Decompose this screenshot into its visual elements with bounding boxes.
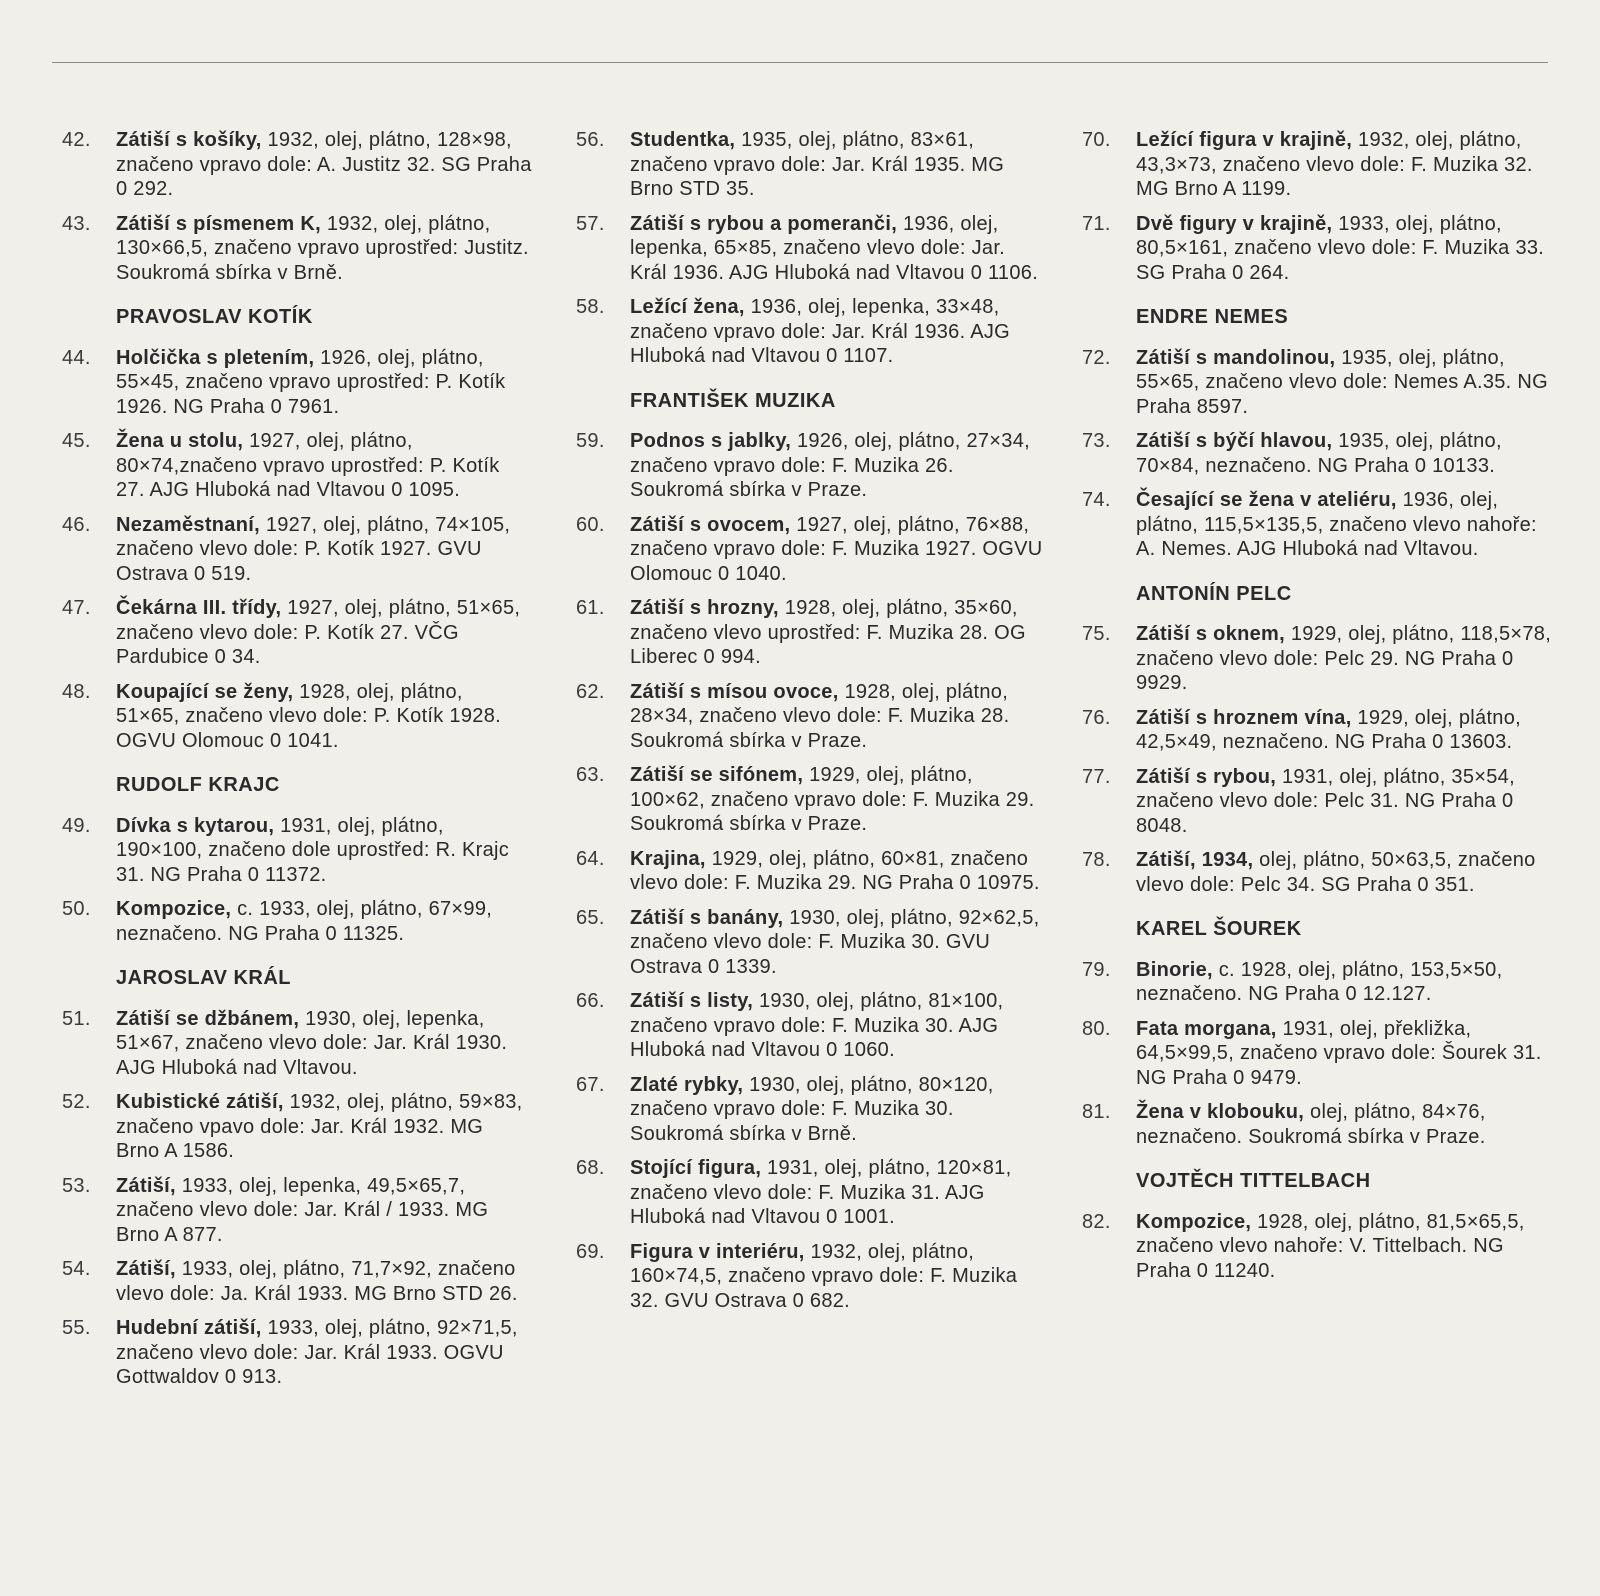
artwork-details: 1929, olej, plátno, 42,5×49, neznačeno. NG Praha 0 13603. bbox=[1136, 706, 1522, 753]
entry-description bbox=[1136, 212, 1552, 286]
entry-description bbox=[1136, 1017, 1552, 1091]
entry-description bbox=[116, 346, 532, 420]
artwork-details: 1927, olej, plátno, 74×105, značeno vlevo dole: P. Kotík 1927. GVU Ostrava 0 519. bbox=[116, 513, 511, 585]
entry-description bbox=[630, 596, 1046, 670]
catalog-entry bbox=[576, 1240, 1046, 1314]
artist-heading: KAREL ŠOUREK bbox=[1136, 918, 1302, 940]
catalog-entry bbox=[62, 814, 532, 888]
catalog-entry bbox=[1082, 1100, 1552, 1149]
artwork-title: Studentka, bbox=[630, 129, 736, 151]
artwork-details: 1935, olej, plátno, 83×61, značeno vpravo dole: Jar. Král 1935. MG Brno STD 35. bbox=[630, 129, 1005, 200]
entry-number: 75. bbox=[1082, 623, 1111, 645]
artwork-details: 1932, olej, plátno, 130×66,5, značeno vpravo uprostřed: Justitz. Soukromá sbírka v Brně. bbox=[116, 212, 529, 284]
entry-number: 77. bbox=[1082, 765, 1111, 788]
catalog-entry bbox=[1082, 346, 1552, 420]
artwork-title: Žena u stolu, bbox=[116, 430, 244, 452]
artwork-title: Zátiší s ovocem, bbox=[630, 513, 791, 536]
artwork-details: 1931, olej, překližka, 64,5×99,5, značeno vpravo dole: Šourek 31. NG Praha 0 9479. bbox=[1136, 1017, 1542, 1089]
artwork-details: 1928, olej, plátno, 35×60, značeno vlevo uprostřed: F. Muzika 28. OG Liberec 0 994. bbox=[630, 597, 1026, 668]
catalog-entry bbox=[576, 847, 1046, 896]
entry-number: 64. bbox=[576, 847, 605, 870]
artwork-details: 1929, olej, plátno, 60×81, značeno vlevo dole: F. Muzika 29. NG Praha 0 10975. bbox=[630, 847, 1040, 894]
artwork-details: 1930, olej, lepenka, 51×67, značeno vlevo dole: Jar. Král 1930. AJG Hluboká nad Vltavou. bbox=[116, 1007, 508, 1079]
artwork-details: 1936, olej, lepenka, 65×85, značeno vlevo dole: Jar. Král 1936. AJG Hluboká nad Vltavou 0 1106. bbox=[630, 212, 1039, 284]
artwork-title: Česající se žena v ateliéru, bbox=[1136, 489, 1397, 511]
artwork-details: 1931, olej, plátno, 120×81, značeno vlevo dole: F. Muzika 31. AJG Hluboká nad Vltavou 0 1001. bbox=[630, 1157, 1012, 1228]
entry-description bbox=[630, 212, 1046, 286]
entry-description bbox=[630, 680, 1046, 754]
artwork-details: 1932, olej, plátno, 160×74,5, značeno vpravo dole: F. Muzika 32. GVU Ostrava 0 682. bbox=[630, 1240, 1018, 1312]
catalog-column-3 bbox=[1082, 128, 1552, 1293]
top-rule bbox=[52, 62, 1548, 63]
artwork-details: 1933, olej, lepenka, 49,5×65,7, značeno vlevo dole: Jar. Král / 1933. MG Brno A 877. bbox=[116, 1174, 489, 1246]
entry-number: 80. bbox=[1082, 1017, 1111, 1040]
artwork-details: 1928, olej, plátno, 51×65, značeno vlevo dole: P. Kotík 1928. OGVU Olomouc 0 1041. bbox=[116, 680, 501, 752]
artwork-details: 1935, olej, plátno, 70×84, neznačeno. NG Praha 0 10133. bbox=[1136, 430, 1502, 477]
entry-description bbox=[630, 906, 1046, 980]
artwork-title: Figura v interiéru, bbox=[630, 1240, 805, 1263]
artwork-title: Zátiší s hrozny, bbox=[630, 597, 779, 619]
entry-number: 68. bbox=[576, 1157, 605, 1179]
entry-number: 78. bbox=[1082, 849, 1111, 871]
artwork-title: Zlaté rybky, bbox=[630, 1073, 744, 1096]
catalog-entry bbox=[576, 763, 1046, 837]
entry-number: 61. bbox=[576, 597, 605, 619]
catalog-entry bbox=[1082, 706, 1552, 755]
catalog-entry bbox=[62, 1316, 532, 1390]
artwork-details: 1932, olej, plátno, 43,3×73, značeno vlevo dole: F. Muzika 32. MG Brno A 1199. bbox=[1136, 129, 1533, 200]
catalog-entry bbox=[576, 989, 1046, 1063]
entry-description bbox=[630, 513, 1046, 587]
artwork-details: 1929, olej, plátno, 100×62, značeno vpravo dole: F. Muzika 29. Soukromá sbírka v Praze. bbox=[630, 764, 1035, 835]
artwork-title: Zátiší s banány, bbox=[630, 906, 784, 929]
artwork-details: 1935, olej, plátno, 55×65, značeno vlevo dole: Nemes A.35. NG Praha 8597. bbox=[1136, 346, 1548, 418]
artwork-details: olej, plátno, 50×63,5, značeno vlevo dole: Pelc 34. SG Praha 0 351. bbox=[1136, 849, 1536, 896]
catalog-entry bbox=[576, 680, 1046, 754]
entry-description bbox=[116, 814, 532, 888]
artwork-title: Čekárna III. třídy, bbox=[116, 597, 282, 619]
entry-number: 74. bbox=[1082, 489, 1111, 511]
entry-description bbox=[630, 989, 1046, 1063]
artwork-title: Zátiší s mísou ovoce, bbox=[630, 680, 839, 703]
entry-number: 59. bbox=[576, 430, 605, 452]
artwork-title: Binorie, bbox=[1136, 958, 1213, 981]
entry-number: 76. bbox=[1082, 706, 1111, 729]
artist-heading: RUDOLF KRAJC bbox=[116, 774, 280, 796]
catalog-entry bbox=[62, 1007, 532, 1081]
entry-number: 43. bbox=[62, 212, 91, 235]
entry-description bbox=[1136, 622, 1552, 696]
artwork-title: Kubistické zátiší, bbox=[116, 1091, 284, 1113]
catalog-entry bbox=[1082, 429, 1552, 478]
artwork-title: Zátiší s listy, bbox=[630, 990, 754, 1012]
artwork-title: Zátiší s mandolinou, bbox=[1136, 346, 1336, 369]
artwork-title: Zátiší s oknem, bbox=[1136, 623, 1285, 645]
artwork-details: 1930, olej, plátno, 80×120, značeno vpravo dole: F. Muzika 30. Soukromá sbírka v Brně. bbox=[630, 1073, 994, 1145]
entry-number: 50. bbox=[62, 898, 91, 920]
entry-number: 48. bbox=[62, 680, 91, 703]
entry-number: 47. bbox=[62, 597, 91, 619]
artwork-details: c. 1933, olej, plátno, 67×99, neznačeno. NG Praha 0 11325. bbox=[116, 898, 493, 945]
entry-number: 52. bbox=[62, 1091, 91, 1113]
entry-number: 62. bbox=[576, 680, 605, 703]
artwork-title: Zátiší s hroznem vína, bbox=[1136, 706, 1352, 729]
artwork-details: 1932, olej, plátno, 128×98, značeno vpravo dole: A. Justitz 32. SG Praha 0 292. bbox=[116, 129, 532, 200]
artist-heading: JAROSLAV KRÁL bbox=[116, 967, 292, 989]
entry-number: 51. bbox=[62, 1007, 91, 1030]
entry-number: 70. bbox=[1082, 129, 1111, 151]
entry-number: 55. bbox=[62, 1317, 91, 1339]
catalog-column-2 bbox=[576, 128, 1046, 1323]
artwork-details: 1928, olej, plátno, 81,5×65,5, značeno vlevo nahoře: V. Tittelbach. NG Praha 0 11240. bbox=[1136, 1210, 1525, 1282]
artwork-details: 1927, olej, plátno, 76×88, značeno vpravo dole: F. Muzika 1927. OGVU Olomouc 0 1040. bbox=[630, 513, 1043, 585]
artwork-details: c. 1928, olej, plátno, 153,5×50, neznačeno. NG Praha 0 12.127. bbox=[1136, 958, 1503, 1005]
catalog-entry bbox=[576, 212, 1046, 286]
catalog-entry bbox=[576, 596, 1046, 670]
entry-number: 81. bbox=[1082, 1101, 1111, 1123]
entry-description bbox=[1136, 765, 1552, 839]
artwork-details: olej, plátno, 84×76, neznačeno. Soukromá sbírka v Praze. bbox=[1136, 1101, 1486, 1148]
artwork-title: Zátiší, bbox=[116, 1174, 176, 1197]
artwork-title: Kompozice, bbox=[1136, 1210, 1252, 1233]
entry-description bbox=[1136, 1210, 1552, 1284]
artwork-details: 1932, olej, plátno, 59×83, značeno vpavo dole: Jar. Král 1932. MG Brno A 1586. bbox=[116, 1091, 523, 1162]
entry-description bbox=[1136, 128, 1552, 202]
entry-description bbox=[1136, 346, 1552, 420]
artwork-details: 1933, olej, plátno, 92×71,5, značeno vlevo dole: Jar. Král 1933. OGVU Gottwaldov 0 913. bbox=[116, 1317, 518, 1388]
entry-number: 45. bbox=[62, 430, 91, 452]
artwork-details: 1927, olej, plátno, 80×74,značeno vpravo uprostřed: P. Kotík 27. AJG Hluboká nad Vltavou 0 1095. bbox=[116, 430, 500, 501]
artwork-title: Krajina, bbox=[630, 847, 706, 870]
catalog-entry bbox=[576, 295, 1046, 369]
artwork-details: 1936, olej, lepenka, 33×48, značeno vpravo dole: Jar. Král 1936. AJG Hluboká nad Vltavou 0 1107. bbox=[630, 296, 1010, 367]
entry-description bbox=[116, 1174, 532, 1248]
entry-number: 71. bbox=[1082, 212, 1111, 235]
catalog-entry bbox=[62, 513, 532, 587]
entry-description bbox=[116, 429, 532, 503]
artwork-title: Zátiší se sifónem, bbox=[630, 764, 804, 786]
entry-number: 60. bbox=[576, 513, 605, 536]
entry-number: 42. bbox=[62, 129, 91, 151]
catalog-entry bbox=[1082, 848, 1552, 897]
entry-description bbox=[630, 1240, 1046, 1314]
entry-description bbox=[116, 128, 532, 202]
entry-description bbox=[630, 128, 1046, 202]
catalog-entry bbox=[1082, 128, 1552, 202]
catalog-entry bbox=[62, 1090, 532, 1164]
artist-heading: ANTONÍN PELC bbox=[1136, 582, 1292, 605]
entry-number: 53. bbox=[62, 1174, 91, 1197]
artwork-title: Koupající se ženy, bbox=[116, 680, 294, 703]
artwork-title: Dvě figury v krajině, bbox=[1136, 212, 1333, 235]
artwork-details: 1928, olej, plátno, 28×34, značeno vlevo dole: F. Muzika 28. Soukromá sbírka v Praze. bbox=[630, 680, 1010, 752]
catalog-entry bbox=[62, 596, 532, 670]
artwork-title: Zátiší, 1934, bbox=[1136, 849, 1254, 871]
entry-number: 54. bbox=[62, 1258, 91, 1280]
entry-number: 79. bbox=[1082, 958, 1111, 981]
entry-description bbox=[116, 1007, 532, 1081]
entry-description bbox=[116, 1257, 532, 1306]
artwork-title: Ležící figura v krajině, bbox=[1136, 129, 1353, 151]
entry-description bbox=[1136, 488, 1552, 562]
artwork-title: Zátiší s rybou a pomeranči, bbox=[630, 212, 898, 235]
catalog-entry bbox=[576, 906, 1046, 980]
entry-number: 65. bbox=[576, 906, 605, 929]
artwork-title: Stojící figura, bbox=[630, 1157, 762, 1179]
entry-description bbox=[116, 680, 532, 754]
artist-heading: PRAVOSLAV KOTÍK bbox=[116, 306, 313, 328]
catalog-entry bbox=[62, 346, 532, 420]
catalog-entry bbox=[1082, 958, 1552, 1007]
catalog-entry bbox=[576, 513, 1046, 587]
entry-description bbox=[1136, 706, 1552, 755]
catalog-entry bbox=[62, 1257, 532, 1306]
artwork-title: Fata morgana, bbox=[1136, 1017, 1277, 1040]
entry-number: 73. bbox=[1082, 430, 1111, 452]
entry-number: 72. bbox=[1082, 346, 1111, 369]
catalog-entry bbox=[1082, 1017, 1552, 1091]
artwork-title: Žena v klobouku, bbox=[1136, 1101, 1305, 1123]
artwork-details: 1933, olej, plátno, 80,5×161, značeno vlevo dole: F. Muzika 33. SG Praha 0 264. bbox=[1136, 212, 1545, 284]
entry-number: 57. bbox=[576, 212, 605, 235]
catalog-entry bbox=[1082, 765, 1552, 839]
entry-description bbox=[1136, 1100, 1552, 1149]
entry-description bbox=[630, 1073, 1046, 1147]
entry-number: 49. bbox=[62, 814, 91, 837]
artist-heading: ENDRE NEMES bbox=[1136, 306, 1289, 328]
entry-number: 66. bbox=[576, 990, 605, 1012]
entry-number: 82. bbox=[1082, 1210, 1111, 1233]
entry-description bbox=[1136, 429, 1552, 478]
entry-number: 46. bbox=[62, 513, 91, 536]
artwork-details: 1931, olej, plátno, 35×54, značeno vlevo dole: Pelc 31. NG Praha 0 8048. bbox=[1136, 765, 1515, 837]
entry-description bbox=[116, 1090, 532, 1164]
artwork-title: Podnos s jablky, bbox=[630, 430, 792, 452]
entry-description bbox=[630, 763, 1046, 837]
catalog-entry bbox=[62, 429, 532, 503]
catalog-entry bbox=[1082, 622, 1552, 696]
entry-description bbox=[630, 429, 1046, 503]
catalog-entry bbox=[1082, 488, 1552, 562]
entry-number: 44. bbox=[62, 346, 91, 369]
artwork-details: 1933, olej, plátno, 71,7×92, značeno vlevo dole: Ja. Král 1933. MG Brno STD 26. bbox=[116, 1258, 518, 1305]
artwork-details: 1927, olej, plátno, 51×65, značeno vlevo dole: P. Kotík 27. VČG Pardubice 0 34. bbox=[116, 597, 521, 668]
artwork-title: Hudební zátiší, bbox=[116, 1317, 262, 1339]
entry-description bbox=[116, 1316, 532, 1390]
catalog-entry bbox=[62, 897, 532, 946]
entry-description bbox=[630, 847, 1046, 896]
catalog-entry bbox=[576, 429, 1046, 503]
catalog-entry bbox=[62, 680, 532, 754]
entry-description bbox=[116, 897, 532, 946]
artwork-details: 1929, olej, plátno, 118,5×78, značeno vlevo dole: Pelc 29. NG Praha 0 9929. bbox=[1136, 623, 1552, 694]
entry-number: 56. bbox=[576, 129, 605, 151]
catalog-entry bbox=[1082, 212, 1552, 286]
entry-description bbox=[116, 513, 532, 587]
entry-number: 69. bbox=[576, 1240, 605, 1263]
artwork-title: Zátiší s býčí hlavou, bbox=[1136, 430, 1333, 452]
catalog-entry bbox=[576, 1156, 1046, 1230]
entry-number: 67. bbox=[576, 1073, 605, 1096]
catalog-entry bbox=[62, 1174, 532, 1248]
entry-description bbox=[116, 212, 532, 286]
artwork-title: Dívka s kytarou, bbox=[116, 814, 275, 837]
artwork-title: Nezaměstnaní, bbox=[116, 513, 260, 536]
entry-description bbox=[116, 596, 532, 670]
entry-number: 58. bbox=[576, 296, 605, 318]
entry-description bbox=[1136, 958, 1552, 1007]
artwork-title: Zátiší s písmenem K, bbox=[116, 212, 321, 235]
artwork-details: 1931, olej, plátno, 190×100, značeno dole uprostřed: R. Krajc 31. NG Praha 0 11372. bbox=[116, 814, 510, 886]
artwork-title: Zátiší, bbox=[116, 1258, 176, 1280]
catalog-entry bbox=[576, 1073, 1046, 1147]
artwork-details: 1936, olej, plátno, 115,5×135,5, značeno vlevo nahoře: A. Nemes. AJG Hluboká nad Vltavou. bbox=[1136, 489, 1537, 560]
artwork-title: Zátiší se džbánem, bbox=[116, 1007, 300, 1030]
catalog-entry bbox=[62, 212, 532, 286]
artwork-title: Zátiší s rybou, bbox=[1136, 765, 1277, 788]
entry-description bbox=[630, 295, 1046, 369]
artwork-title: Zátiší s košíky, bbox=[116, 129, 262, 151]
catalog-entry bbox=[1082, 1210, 1552, 1284]
artwork-details: 1926, olej, plátno, 27×34, značeno vpravo dole: F. Muzika 26. Soukromá sbírka v Praze. bbox=[630, 430, 1030, 501]
catalog-entry bbox=[576, 128, 1046, 202]
catalog-column-1 bbox=[62, 128, 532, 1400]
artwork-title: Kompozice, bbox=[116, 898, 232, 920]
artwork-details: 1926, olej, plátno, 55×45, značeno vpravo uprostřed: P. Kotík 1926. NG Praha 0 7961. bbox=[116, 346, 506, 418]
artist-heading: FRANTIŠEK MUZIKA bbox=[630, 389, 836, 412]
entry-description bbox=[1136, 848, 1552, 897]
artwork-details: 1930, olej, plátno, 92×62,5, značeno vlevo dole: F. Muzika 30. GVU Ostrava 0 1339. bbox=[630, 906, 1040, 978]
entry-number: 63. bbox=[576, 764, 605, 786]
artwork-details: 1930, olej, plátno, 81×100, značeno vpravo dole: F. Muzika 30. AJG Hluboká nad Vltavou 0 1060. bbox=[630, 990, 1004, 1061]
artist-heading: VOJTĚCH TITTELBACH bbox=[1136, 1170, 1371, 1192]
artwork-title: Holčička s pletením, bbox=[116, 346, 315, 369]
catalog-entry bbox=[62, 128, 532, 202]
artwork-title: Ležící žena, bbox=[630, 296, 745, 318]
entry-description bbox=[630, 1156, 1046, 1230]
